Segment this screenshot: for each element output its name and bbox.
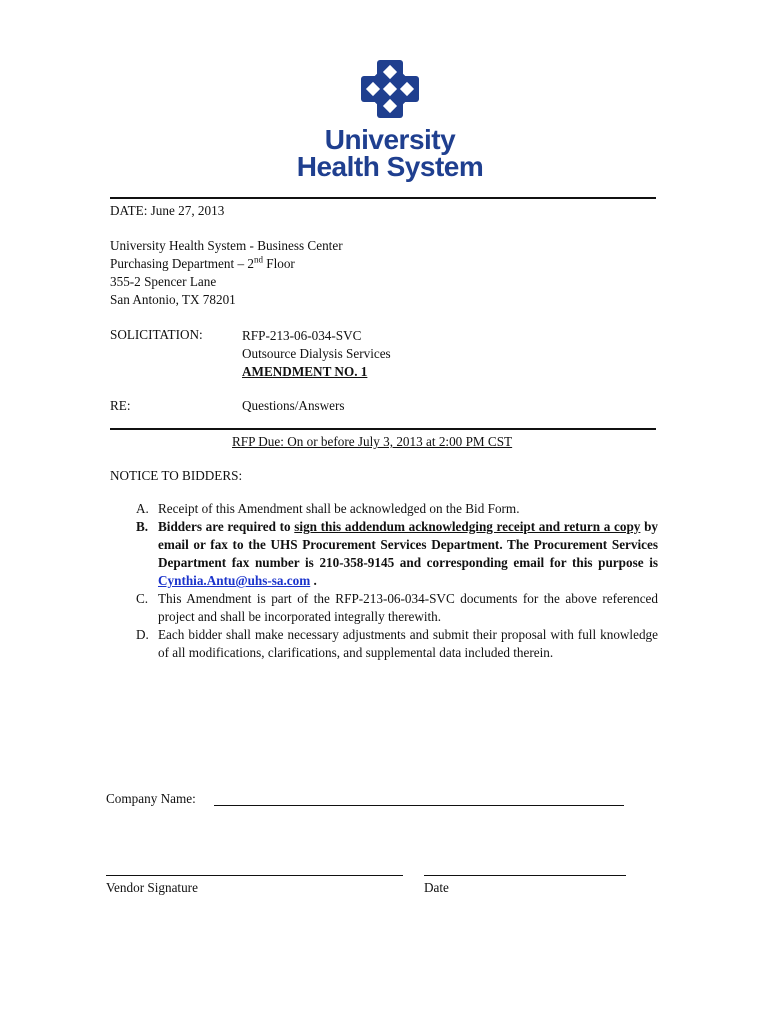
notice-item-b-post: by email or fax to the UHS Procurement Services Department. The Procurement Services Department fax number is 210-358-9145 and corresponding email for this purpose is xyxy=(158,519,658,570)
date-label: Date xyxy=(424,880,449,895)
address-line-2 xyxy=(110,255,343,273)
solicitation-label: SOLICITATION: xyxy=(110,327,203,342)
re-value: Questions/Answers xyxy=(242,398,345,413)
notice-item-c xyxy=(136,590,658,626)
notice-item-b-pre: Bidders are required to xyxy=(158,519,295,534)
notice-item-d-text: Each bidder shall make necessary adjustments and submit their proposal with full knowledge of all modifications, clarifications, and supplemental data included therein. xyxy=(158,627,658,660)
notice-item-c-text: This Amendment is part of the RFP-213-06-034-SVC documents for the above referenced project and shall be incorporated integrally therewith. xyxy=(158,591,658,624)
rfp-due: RFP Due: On or before July 3, 2013 at 2:00 PM CST xyxy=(232,434,513,449)
notice-heading: NOTICE TO BIDDERS: xyxy=(110,468,243,483)
company-name-field[interactable] xyxy=(214,805,624,806)
vendor-signature-label: Vendor Signature xyxy=(106,880,198,895)
logo-line-1: University xyxy=(324,124,456,155)
address-line-2-text: Purchasing Department – 2 xyxy=(110,256,254,271)
date-line: DATE: June 27, 2013 xyxy=(110,203,225,218)
header-rule xyxy=(110,197,656,199)
solicitation-title: Outsource Dialysis Services xyxy=(242,346,391,361)
uhs-logo xyxy=(290,58,490,180)
notice-item-d xyxy=(136,626,658,662)
notice-item-b xyxy=(136,518,658,590)
address-line-2-sup: nd xyxy=(253,254,263,265)
due-rule xyxy=(110,428,656,430)
notice-item-a xyxy=(136,500,658,518)
date-field[interactable] xyxy=(424,875,626,876)
notice-item-b-end: . xyxy=(310,573,317,588)
company-name-label: Company Name: xyxy=(106,791,196,806)
notice-list xyxy=(136,500,658,662)
notice-item-b-letter: B. xyxy=(136,519,149,534)
re-label: RE: xyxy=(110,398,131,413)
address-line-4: San Antonio, TX 78201 xyxy=(110,292,236,307)
notice-item-b-underlined: sign this addendum acknowledging receipt and return a copy xyxy=(294,519,641,534)
address-block xyxy=(110,237,343,309)
address-line-3: 355-2 Spencer Lane xyxy=(110,274,217,289)
notice-item-a-text: Receipt of this Amendment shall be acknowledged on the Bid Form. xyxy=(158,501,520,516)
notice-item-d-letter: D. xyxy=(136,627,149,642)
vendor-signature-field[interactable] xyxy=(106,875,403,876)
address-line-1: University Health System - Business Center xyxy=(110,238,343,253)
email-link[interactable]: Cynthia.Antu@uhs-sa.com xyxy=(158,573,311,588)
amendment-number: AMENDMENT NO. 1 xyxy=(242,364,368,379)
solicitation-number: RFP-213-06-034-SVC xyxy=(242,328,362,343)
notice-item-a-letter: A. xyxy=(136,501,149,516)
logo-line-2: Health System xyxy=(296,151,484,182)
address-line-2-end: Floor xyxy=(262,256,295,271)
star-cross-icon xyxy=(359,58,421,120)
solicitation-block xyxy=(242,327,391,381)
notice-item-c-letter: C. xyxy=(136,591,149,606)
